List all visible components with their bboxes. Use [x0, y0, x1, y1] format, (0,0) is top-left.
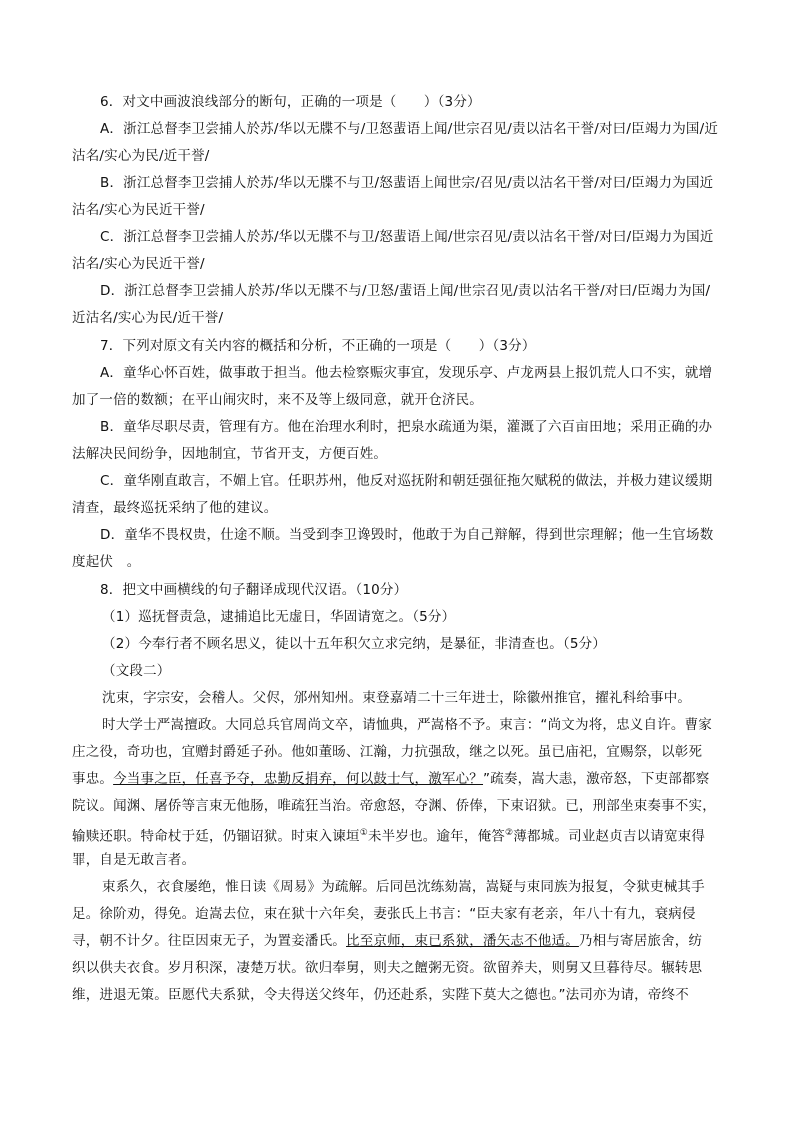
underlined-sentence: 今当事之臣，任喜予夺，忠勤反捐弃，何以鼓士气，激军心？: [113, 771, 484, 787]
q7-stem: 7．下列对原文有关内容的概括和分析，不正确的一项是（ ）（3分）: [100, 338, 536, 354]
passage-p2-line2: 庄之役，奇功也，宜赠封爵延子孙。他如董旸、江瀚，力抗强敌，继之以死。虽已庙祀，宜赐祭，以彰死: [72, 744, 703, 760]
q8-sentence-2: （2）今奉行者不顾名思义，徒以十五年积欠立求完纳，是暴征，非清查也。（5分）: [102, 636, 607, 652]
passage-p3-line4: 织以供夫衣食。岁月积深，凄楚万状。欲归奉舅，则夫之饘粥无资。欲留养夫，则舅又旦暮待尽。辗转思: [72, 960, 703, 976]
q6-option-b-line1: B．浙江总督李卫尝捕人於苏/华以无牒不与卫/怒蜚语上闻世宗/召见/责以沽名干誉/对曰/臣竭力为国近: [100, 175, 714, 191]
text-segment: 输赎还职。特命杖于廷，仍锢诏狱。时束入谏垣: [72, 828, 360, 845]
text-segment: 寻，朝不计夕。往臣因束无子，为置妾潘氏。: [72, 933, 346, 949]
footnote-marker-2: ②: [504, 828, 514, 838]
passage-p3-line1: 束系久，衣食屡绝，惟日读《周易》为疏解。后同邑沈练劾嵩，嵩疑与束同族为报复，令狱吏械其手: [102, 879, 705, 895]
q6-option-c-line1: C．浙江总督李卫尝捕人於苏/华以无牒不与卫/怒蜚语上闻/世宗召见/责以沽名干誉/对曰/臣竭力为国近: [100, 229, 714, 245]
q6-option-a-line2: 沽名/实心为民/近干誉/: [72, 148, 210, 164]
passage-p2-line3: [72, 769, 732, 789]
passage-p1: 沈束，字宗安，会稽人。父侭，邠州知州。束登嘉靖二十三年进士，除徽州推官，擢礼科给事中。: [102, 690, 692, 706]
footnote-marker-1: ①: [359, 828, 368, 838]
q7-option-b-line1: B．童华尽职尽责，管理有方。他在治理水利时，把泉水疏通为渠，灌溉了六百亩田地；采用正确的办: [100, 419, 713, 435]
q7-option-c-line1: C．童华刚直敢言，不媚上官。任职苏州，他反对巡抚附和朝廷强征拖欠赋税的做法，并极力建议缓期: [100, 473, 713, 489]
passage-p2-line5: [72, 823, 732, 847]
text-segment: 乃相与寄居旅舍，纺: [578, 933, 703, 949]
q7-option-c-line2: 清查，最终巡抚采纳了他的建议。: [72, 500, 278, 516]
q7-option-d-line1: D．童华不畏权贵，仕途不顺。当受到李卫谗毁时，他敢于为自己辩解，得到世宗理解；他一生官场数: [100, 527, 714, 543]
passage-p3-line2: 足。徐阶劝，得免。迨嵩去位，束在狱十六年矣，妻张氏上书言：“臣夫家有老亲，年八十有九，衰病侵: [72, 906, 696, 922]
q6-option-a-line1: A．浙江总督李卫尝捕人於苏/华以无牒不与/卫怒蜚语上闻/世宗召见/责以沽名干誉/对曰/臣竭力为国/近: [100, 121, 719, 137]
q6-option-c-line2: 沽名/实心为民近干誉/: [72, 256, 205, 272]
passage-p2-line1: 时大学士严嵩擅政。大同总兵官周尚文卒，请恤典，严嵩格不予。束言：“尚文为将，忠义自许。曹家: [102, 717, 712, 733]
underlined-sentence: 比至京师，束已系狱，潘矢志不他适。: [346, 933, 579, 949]
passage-heading: （文段二）: [102, 663, 171, 679]
q7-option-b-line2: 法解决民间纷争，因地制宜，节省开支，方便百姓。: [72, 446, 388, 462]
passage-p2-line4: 院议。闻渊、屠侨等言束无他肠，唯疏狂当治。帝愈怒，夺渊、侨俸，下束诏狱。已，刑部坐束奏事不实，: [72, 798, 716, 814]
text-segment: 事忠。: [72, 771, 114, 787]
q6-option-d-line1: D．浙江总督李卫尝捕人於苏/华以无牒不与/卫怒/蜚语上闻/世宗召见/责以沽名干誉/对曰/臣竭力为国/: [100, 283, 711, 299]
passage-p3-line5: 维，进退无策。臣愿代夫系狱，令夫得送父终年，仍还赴系，实陛下莫大之德也。”法司亦为请，帝终不: [72, 987, 689, 1003]
text-segment: ”疏奏，嵩大恚，激帝怒，下吏部都察: [483, 771, 710, 787]
q8-sentence-1: （1）巡抚督责急，逮捕追比无虚日，华固请宽之。（5分）: [102, 609, 456, 625]
text-segment: 未半岁也。逾年，俺答: [367, 828, 505, 845]
passage-p2-line6: 罪，自是无敢言者。: [72, 852, 196, 868]
q7-option-a-line1: A．童华心怀百姓，做事敢于担当。他去检察赈灾事宜，发现乐亭、卢龙两县上报饥荒人口不实，就增: [100, 365, 713, 381]
q7-option-a-line2: 加了一倍的数额；在平山闹灾时，来不及等上级同意，就开仓济民。: [72, 392, 483, 408]
q8-stem: 8．把文中画横线的句子翻译成现代汉语。（10分）: [100, 582, 408, 598]
q6-option-b-line2: 沽名/实心为民近干誉/: [72, 202, 205, 218]
q6-option-d-line2: 近沽名/实心为民/近干誉/: [72, 310, 224, 326]
text-segment: 薄都城。司业赵贞吉以请宽束得: [513, 828, 706, 845]
passage-p3-line3: [72, 931, 732, 951]
q7-option-d-line2: 度起伏 。: [72, 554, 141, 570]
q6-stem: 6．对文中画波浪线部分的断句，正确的一项是（ ）（3分）: [100, 94, 481, 110]
